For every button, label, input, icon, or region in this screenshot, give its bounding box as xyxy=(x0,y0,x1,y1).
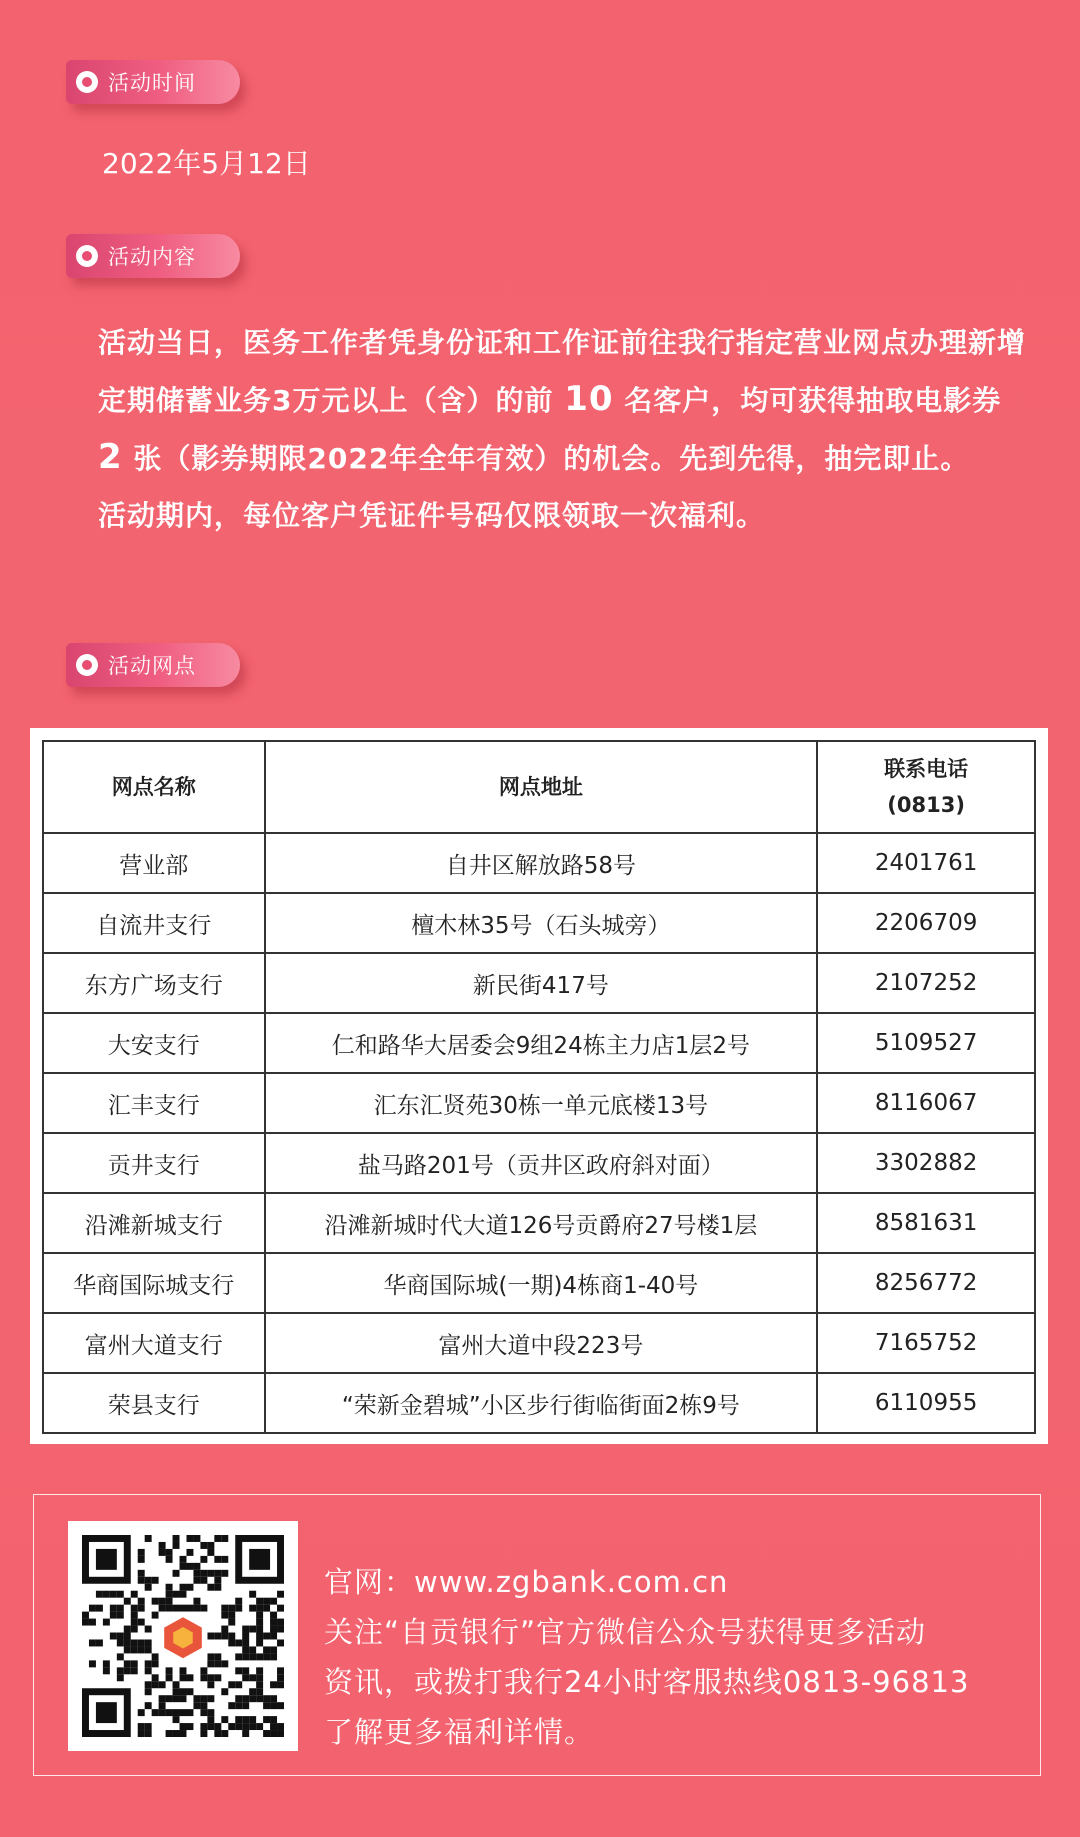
branch-name-cell: 华商国际城支行 xyxy=(43,1253,265,1313)
branch-address-cell: 自井区解放路58号 xyxy=(265,833,818,893)
section-tag-content xyxy=(66,234,240,278)
footer-line-3: 资讯，或拨打我行24小时客服热线0813-96813 xyxy=(324,1665,970,1699)
table-row xyxy=(43,1013,1035,1073)
section-tag-branches xyxy=(66,643,240,687)
branch-name-cell: 富州大道支行 xyxy=(43,1313,265,1373)
table-row xyxy=(43,893,1035,953)
branch-phone-cell: 7165752 xyxy=(817,1313,1035,1373)
table-header-row xyxy=(43,741,1035,833)
branch-phone-cell: 2107252 xyxy=(817,953,1035,1013)
section-title-branches: 活动网点 xyxy=(108,654,196,678)
branch-name-cell: 营业部 xyxy=(43,833,265,893)
branch-address-cell: 沿滩新城时代大道126号贡爵府27号楼1层 xyxy=(265,1193,818,1253)
header-phone: 联系电话 (0813) xyxy=(817,741,1035,833)
branch-phone-cell: 8116067 xyxy=(817,1073,1035,1133)
table-row xyxy=(43,1193,1035,1253)
bullet-icon xyxy=(76,71,98,93)
customer-count: 10 xyxy=(564,379,614,419)
branch-address-cell: 富州大道中段223号 xyxy=(265,1313,818,1373)
branch-phone-cell: 6110955 xyxy=(817,1373,1035,1433)
content-paragraph-1: 活动当日，医务工作者凭身份证和工作证前往我行指定营业网点办理新增定期储蓄业务3万元以上（含）的前 10 名客户，均可获得抽取电影券 2 张（影券期限2022年全年有效）的机会。先到先得，抽完即止。 xyxy=(98,326,1027,477)
branch-address-cell: 盐马路201号（贡井区政府斜对面） xyxy=(265,1133,818,1193)
branch-address-cell: 仁和路华大居委会9组24栋主力店1层2号 xyxy=(265,1013,818,1073)
footer-line-4: 了解更多福利详情。 xyxy=(324,1715,595,1749)
table-row xyxy=(43,833,1035,893)
branch-phone-cell: 2401761 xyxy=(817,833,1035,893)
branch-table xyxy=(42,740,1036,1434)
branch-address-cell: “荣新金碧城”小区步行街临街面2栋9号 xyxy=(265,1373,818,1433)
table-row xyxy=(43,1373,1035,1433)
section-title-content: 活动内容 xyxy=(108,245,196,269)
footer-text xyxy=(324,1557,1024,1757)
qr-code-icon xyxy=(82,1535,284,1737)
table-row xyxy=(43,953,1035,1013)
table-row xyxy=(43,1253,1035,1313)
branch-name-cell: 汇丰支行 xyxy=(43,1073,265,1133)
branch-name-cell: 东方广场支行 xyxy=(43,953,265,1013)
branch-phone-cell: 2206709 xyxy=(817,893,1035,953)
branch-phone-cell: 5109527 xyxy=(817,1013,1035,1073)
branch-name-cell: 自流井支行 xyxy=(43,893,265,953)
bullet-icon xyxy=(76,654,98,676)
footer-line-2: 关注“自贡银行”官方微信公众号获得更多活动 xyxy=(324,1615,927,1649)
branch-name-cell: 大安支行 xyxy=(43,1013,265,1073)
header-name: 网点名称 xyxy=(43,741,265,833)
branch-name-cell: 贡井支行 xyxy=(43,1133,265,1193)
branch-phone-cell: 8256772 xyxy=(817,1253,1035,1313)
ticket-count: 2 xyxy=(98,437,123,477)
branch-table-card xyxy=(30,728,1048,1444)
footer-info-box xyxy=(33,1494,1041,1776)
branch-name-cell: 荣县支行 xyxy=(43,1373,265,1433)
content-paragraph-2: 活动期内，每位客户凭证件号码仅限领取一次福利。 xyxy=(98,499,766,532)
qr-code[interactable] xyxy=(68,1521,298,1751)
section-tag-time xyxy=(66,60,240,104)
branch-phone-cell: 3302882 xyxy=(817,1133,1035,1193)
branch-address-cell: 檀木林35号（石头城旁） xyxy=(265,893,818,953)
website-link[interactable]: 官网：www.zgbank.com.cn xyxy=(324,1565,729,1599)
content-description xyxy=(98,314,1028,544)
event-date: 2022年5月12日 xyxy=(102,147,311,180)
header-address: 网点地址 xyxy=(265,741,818,833)
branch-phone-cell: 8581631 xyxy=(817,1193,1035,1253)
branch-address-cell: 新民街417号 xyxy=(265,953,818,1013)
section-title-time: 活动时间 xyxy=(108,71,196,95)
branch-address-cell: 华商国际城(一期)4栋商1-40号 xyxy=(265,1253,818,1313)
branch-name-cell: 沿滩新城支行 xyxy=(43,1193,265,1253)
branch-address-cell: 汇东汇贤苑30栋一单元底楼13号 xyxy=(265,1073,818,1133)
bullet-icon xyxy=(76,245,98,267)
table-row xyxy=(43,1073,1035,1133)
table-row xyxy=(43,1313,1035,1373)
table-row xyxy=(43,1133,1035,1193)
